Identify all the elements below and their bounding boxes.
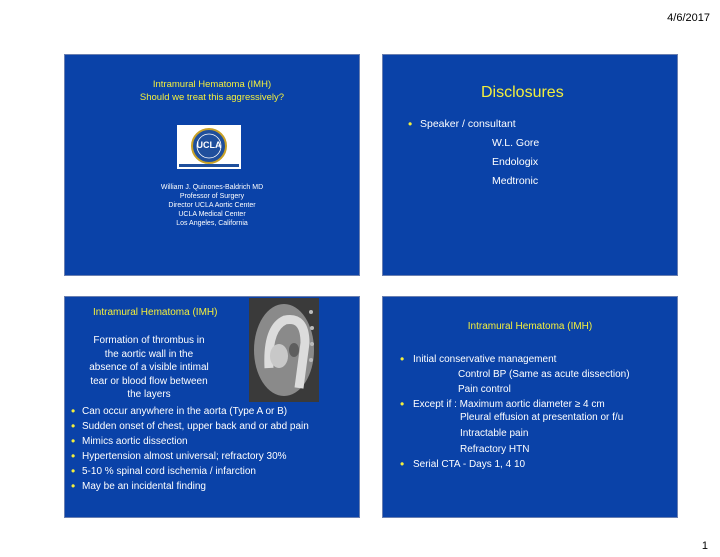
- slide3-bullet: Sudden onset of chest, upper back and or abd pain: [82, 421, 309, 432]
- slide2-title: Disclosures: [481, 84, 564, 101]
- slide4-bullet: Initial conservative management: [413, 354, 557, 365]
- slide4-bullet: Serial CTA - Days 1, 4 10: [413, 459, 526, 470]
- slide4-subitem: Intractable pain: [460, 428, 529, 439]
- disclosure-item: W.L. Gore: [492, 137, 540, 149]
- slide-imh-management: [382, 296, 678, 518]
- definition-line: Formation of thrombus in: [93, 335, 205, 346]
- slide3-bullet: Hypertension almost universal; refractory 30%: [82, 451, 287, 462]
- page-date: 4/6/2017: [667, 12, 710, 24]
- slide3-definition: [74, 334, 224, 402]
- slide3-bullet: Mimics aortic dissection: [82, 436, 188, 447]
- bullet-dot: •: [71, 404, 76, 418]
- bullet-dot: •: [71, 464, 76, 478]
- author-line: Director UCLA Aortic Center: [168, 202, 256, 209]
- slide3-bullet: Can occur anywhere in the aorta (Type A or B): [82, 406, 288, 417]
- slide-imh-definition: [64, 296, 360, 518]
- disclosure-item: Medtronic: [492, 175, 539, 187]
- definition-line: the layers: [127, 389, 171, 400]
- disclosure-item: Endologix: [492, 156, 539, 168]
- slide1-author-block: [65, 183, 359, 228]
- bullet-dot: •: [408, 117, 413, 131]
- slide4-subitem: Control BP (Same as acute dissection): [458, 369, 630, 380]
- slide4-title: Intramural Hematoma (IMH): [467, 321, 593, 332]
- author-line: Los Angeles, California: [176, 220, 248, 227]
- slide4-bullet: Except if : Maximum aortic diameter ≥ 4 cm: [413, 399, 605, 410]
- ct-scan-image: [249, 298, 319, 402]
- slide4-subitem: Refractory HTN: [460, 444, 530, 455]
- ucla-logo: [177, 125, 241, 169]
- ucla-logo-text: UCLA: [196, 140, 222, 150]
- author-line: UCLA Medical Center: [178, 211, 246, 218]
- author-line: William J. Quinones-Baldrich MD: [160, 184, 264, 191]
- slide-disclosures: [382, 54, 678, 276]
- definition-line: tear or blood flow between: [90, 375, 208, 387]
- definition-line: the aortic wall in the: [104, 348, 194, 360]
- bullet-dot: •: [400, 457, 405, 471]
- slide3-bullet: 5-10 % spinal cord ischemia / infarction: [82, 466, 256, 477]
- bullet-dot: •: [400, 352, 405, 366]
- bullet-dot: •: [71, 434, 76, 448]
- page-number: 1: [701, 540, 708, 552]
- definition-line: absence of a visible intimal: [89, 362, 209, 373]
- slide-title: [64, 54, 360, 276]
- slide4-subitem: Pleural effusion at presentation or f/u: [460, 412, 624, 423]
- slide2-bullet: Speaker / consultant: [420, 118, 516, 130]
- ct-aorta-image: [249, 298, 319, 402]
- bullet-dot: •: [71, 449, 76, 463]
- slide4-subitem: Pain control: [458, 384, 511, 395]
- bullet-dot: •: [71, 419, 76, 433]
- slide1-title-line1: Intramural Hematoma (IMH): [152, 79, 272, 90]
- slide1-title-line2: Should we treat this aggressively?: [139, 92, 285, 103]
- bullet-dot: •: [71, 479, 76, 493]
- slide3-title: Intramural Hematoma (IMH): [93, 307, 218, 318]
- author-line: Professor of Surgery: [179, 193, 245, 200]
- bullet-dot: •: [400, 397, 405, 411]
- slide3-bullet: May be an incidental finding: [82, 481, 206, 492]
